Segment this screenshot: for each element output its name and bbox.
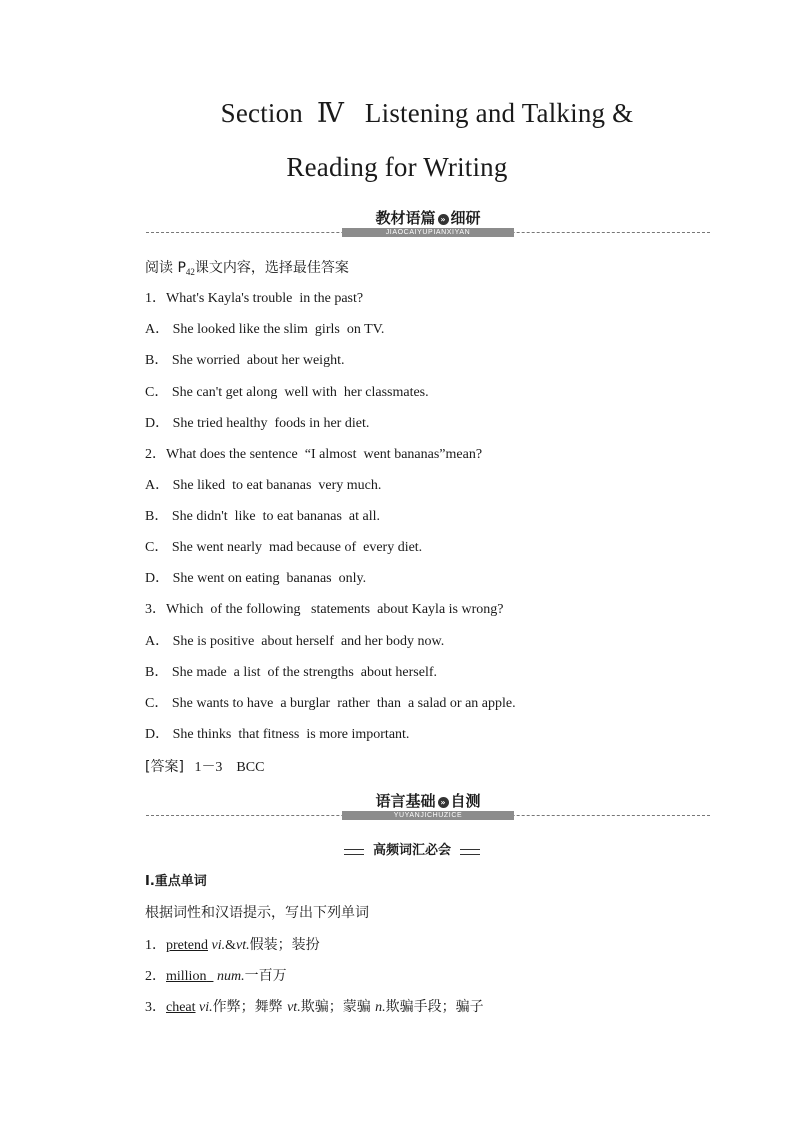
vocab-answer: cheat (166, 1000, 196, 1015)
question-2-option-d: D． She went on eating bananas only. (145, 571, 367, 586)
question-2-stem: 2．What does the sentence “I almost went bananas”mean? (145, 447, 483, 462)
banner-heading (342, 792, 514, 811)
heading-rule-right (460, 849, 480, 855)
vocab-answer: pretend (166, 938, 208, 953)
question-2-option-b: B． She didn't like to eat bananas at all. (145, 509, 381, 524)
question-1-option-d: D． She tried healthy foods in her diet. (145, 416, 370, 431)
question-2-option-c: C． She went nearly mad because of every diet. (145, 540, 423, 555)
vocab-instruction: 根据词性和汉语提示，写出下列单词 (145, 905, 369, 921)
question-1-option-a: A． She looked like the slim girls on TV. (145, 322, 385, 337)
vocab-item-1: 1．pretend vi.&vt.假装；装扮 (145, 937, 320, 953)
answer-line (145, 758, 264, 777)
question-1-option-b: B． She worried about her weight. (145, 353, 345, 368)
banner-heading-right: 细研 (450, 209, 481, 227)
question-3-stem: 3．Which of the following statements about Kayla is wrong? (145, 602, 504, 617)
question-1-option-c: C． She can't get along well with her classmates. (145, 385, 429, 400)
page-title-line-2: Reading for Writing (286, 152, 508, 182)
question-3-option-d: D． She thinks that fitness is more important. (145, 727, 410, 742)
section-banner-language (146, 792, 710, 825)
banner-heading-right: 自测 (450, 792, 481, 810)
banner-heading (342, 209, 514, 228)
banner-heading-left: 语言基础 (375, 792, 436, 810)
subsection-heading (344, 842, 480, 859)
page-title-line-1: Section Ⅳ Listening and Talking & (220, 98, 634, 128)
answer-text: 1－3 BCC (194, 760, 265, 775)
question-3-option-c: C． She wants to have a burglar rather than a salad or an apple. (145, 696, 516, 711)
vocab-item-3: 3．cheat vi.作弊；舞弊 vt.欺骗；蒙骗 n.欺骗手段；骗子 (145, 999, 484, 1015)
question-3-option-b: B． She made a list of the strengths about herself. (145, 665, 437, 680)
vocab-item-2: 2．million num.一百万 (145, 968, 287, 984)
vocab-answer: million (166, 969, 207, 984)
banner-heading-left: 教材语篇 (375, 209, 436, 227)
subsection-heading-text: 高频词汇必会 (372, 843, 451, 858)
heading-rule-left (344, 849, 364, 855)
question-1-stem: 1．What's Kayla's trouble in the past? (145, 291, 364, 306)
section-banner-textbook (146, 209, 710, 242)
question-3-option-a: A． She is positive about herself and her body now. (145, 634, 445, 649)
double-chevron-icon: » (438, 797, 449, 808)
banner-pinyin: YUYANJICHUZICE (393, 812, 463, 819)
section-i-heading: Ⅰ.重点单词 (145, 874, 207, 889)
double-chevron-icon: » (438, 214, 449, 225)
answer-tag: [答案] (145, 759, 184, 775)
banner-pinyin: JIAOCAIYUPIANXIYAN (385, 229, 471, 236)
question-2-option-a: A． She liked to eat bananas very much. (145, 478, 382, 493)
reading-instruction: 阅读 $P_{42}$课文内容，选择最佳答案 (145, 260, 349, 277)
